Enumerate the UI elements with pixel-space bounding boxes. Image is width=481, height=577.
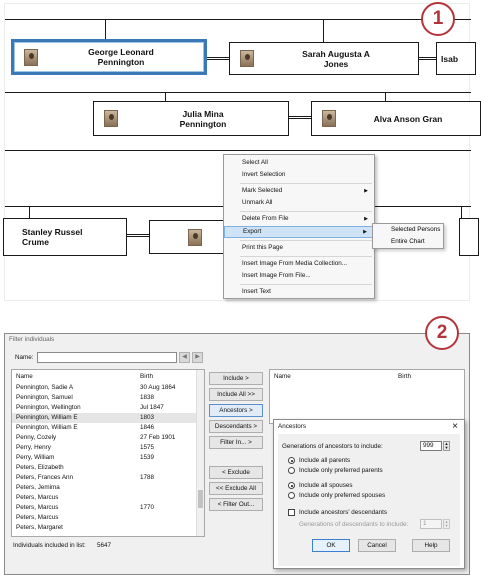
individual-name: Pennington, William E [16,414,78,421]
person-photo [188,229,202,246]
menu-item-invert-selection[interactable]: Invert Selection [242,171,286,178]
list-item[interactable] [12,473,204,483]
spouse-connector [205,57,229,60]
ok-button[interactable]: OK [312,539,350,552]
connector [323,19,324,42]
person-photo [240,50,254,67]
spouse-connector [418,57,436,60]
include-button[interactable]: Include > [209,372,263,385]
window-title: Filter individuals [9,336,55,343]
list-item[interactable] [12,503,204,513]
list-item[interactable] [12,523,204,533]
person-card-partial[interactable] [459,218,479,256]
connector [461,206,462,218]
menu-item-label: Export [243,228,262,235]
menu-item-label: Delete From File [242,215,289,222]
include-all-spouses-radio[interactable] [288,482,295,489]
generation-line [5,19,471,20]
connector [385,92,386,101]
column-header-name[interactable]: Name [16,373,33,380]
submenu-item-entire-chart[interactable]: Entire Chart [391,238,425,245]
menu-separator [240,183,372,184]
individual-name: Peters, Marcus [16,514,59,521]
generation-line [5,150,471,151]
radio-label: Include only preferred spouses [299,492,386,499]
individual-birth: 1838 [140,394,155,401]
individual-birth: 1575 [140,444,155,451]
include-preferred-spouses-radio[interactable] [288,492,295,499]
individual-birth: 27 Feb 1901 [140,434,176,441]
step-badge: 1 [421,2,455,36]
status-label: Individuals included in list: [13,542,86,549]
family-chart-panel [4,3,470,301]
cancel-button[interactable]: Cancel [358,539,396,552]
submenu-item-selected-persons[interactable]: Selected Persons [391,226,441,233]
person-name: Alva Anson Gran [373,113,443,124]
menu-separator [240,284,372,285]
list-item[interactable] [12,393,204,403]
connector [165,92,166,101]
include-all-parents-radio[interactable] [288,457,295,464]
individual-birth: 1803 [140,414,155,421]
included-list[interactable] [269,369,465,424]
generations-input[interactable]: 999 [420,441,442,451]
list-item[interactable] [12,433,204,443]
individual-birth: 1846 [140,424,155,431]
list-item[interactable] [12,463,204,473]
person-card-sarah[interactable] [229,42,419,75]
individual-name: Peters, Jemima [16,484,60,491]
person-card-george[interactable] [11,39,207,75]
step-badge: 2 [425,316,459,350]
spouse-connector [287,116,311,119]
list-item[interactable] [12,453,204,463]
help-button[interactable]: Help [412,539,450,552]
menu-separator [240,211,372,212]
list-item[interactable] [12,443,204,453]
menu-item-unmark-all[interactable]: Unmark All [242,199,273,206]
individuals-list[interactable] [11,369,205,537]
menu-item-insert-text[interactable]: Insert Text [242,288,271,295]
column-header-name[interactable]: Name [274,373,291,380]
name-search-input[interactable] [37,352,177,363]
list-item[interactable] [12,383,204,393]
individual-name: Penny, Cozely [16,434,57,441]
individual-birth: 1788 [140,474,155,481]
menu-item-export[interactable] [224,226,374,238]
filter-out-button[interactable]: < Filter Out... [209,498,263,511]
individual-name: Perry, Henry [16,444,51,451]
export-submenu [372,223,444,249]
include-all-button[interactable]: Include All >> [209,388,263,401]
filter-in-button[interactable]: Filter In... > [209,436,263,449]
person-card-stanley[interactable] [3,218,127,256]
generation-line [5,92,471,93]
individual-birth: 1539 [140,454,155,461]
spinner-icon[interactable]: ▲ ▼ [444,441,449,450]
prev-arrow-icon[interactable]: ◀ [179,352,190,363]
person-name: Isab [441,53,459,64]
person-name: Julia Mina Pennington [179,108,227,129]
list-item[interactable] [12,493,204,503]
individual-birth: Jul 1847 [140,404,164,411]
spinner-icon[interactable]: ▲ ▼ [444,519,449,528]
name-label: Name: [15,354,34,361]
submenu-arrow-icon: ▶ [364,216,368,222]
connector [105,19,106,39]
close-icon[interactable]: × [452,421,458,432]
list-item[interactable] [12,423,204,433]
list-item[interactable] [12,513,204,523]
connector [29,206,30,218]
status-count: 5647 [97,542,112,549]
menu-item-insert-image-file[interactable]: Insert Image From File... [242,272,311,279]
menu-item-delete-from-file[interactable] [224,213,374,225]
list-item[interactable] [12,403,204,413]
ancestors-dialog [273,419,465,569]
menu-separator [240,256,372,257]
individual-name: Pennington, Sadie A [16,384,74,391]
person-photo [24,49,38,66]
person-name: George Leonard Pennington [88,47,154,67]
individual-name: Peters, Marcus [16,494,59,501]
individual-name: Peters, Marcus [16,504,59,511]
descendants-button[interactable]: Descendants > [209,420,263,433]
spouse-connector [125,234,151,237]
include-descendants-checkbox[interactable] [288,509,295,516]
individual-name: Pennington, William E [16,424,78,431]
person-photo [104,110,118,127]
checkbox-label: Include ancestors' descendants [299,509,388,516]
person-card-alva[interactable] [311,101,481,136]
individual-name: Pennington, Samuel [16,394,73,401]
menu-separator [240,240,372,241]
exclude-all-button[interactable]: << Exclude All [209,482,263,495]
individual-name: Peters, Margaret [16,524,63,531]
menu-item-print-page[interactable]: Print this Page [242,244,283,251]
column-header-birth[interactable]: Birth [140,373,153,380]
descendant-generations-input[interactable]: 1 [420,519,442,529]
menu-item-select-all[interactable]: Select All [242,159,268,166]
exclude-button[interactable]: < Exclude [209,466,263,479]
person-name: Stanley Russel Crume [22,227,83,247]
submenu-arrow-icon: ▶ [363,229,367,235]
list-item[interactable] [12,413,204,423]
individual-birth: 1770 [140,504,155,511]
list-item[interactable] [12,483,204,493]
ancestors-button[interactable]: Ancestors > [209,404,263,417]
radio-label: Include only preferred parents [299,467,383,474]
individual-name: Perry, William [16,454,55,461]
individual-name: Peters, Frances Ann [16,474,74,481]
menu-item-label: Mark Selected [242,187,283,194]
individual-birth: 30 Aug 1864 [140,384,176,391]
list-header [12,372,204,382]
context-menu [223,154,375,299]
filter-individuals-window [4,322,470,575]
list-scrollbar[interactable] [196,370,204,536]
dialog-title: Ancestors [278,423,306,430]
radio-label: Include all parents [299,457,351,464]
next-arrow-icon[interactable]: ▶ [192,352,203,363]
descendant-generations-label: Generations of descendants to include: [299,521,409,528]
menu-item-mark-selected[interactable] [224,185,374,197]
radio-label: Include all spouses [299,482,353,489]
scrollbar-thumb[interactable] [198,490,203,508]
menu-item-insert-image-media[interactable]: Insert Image From Media Collection... [242,260,347,267]
generations-label: Generations of ancestors to include: [282,443,383,450]
person-photo [322,110,336,127]
submenu-arrow-icon: ▶ [364,188,368,194]
include-preferred-parents-radio[interactable] [288,467,295,474]
list-header [270,372,464,382]
individual-name: Peters, Elizabeth [16,464,64,471]
person-card-isab[interactable] [436,42,476,75]
person-card-spouse[interactable] [149,220,229,254]
column-header-birth[interactable]: Birth [398,373,411,380]
individual-name: Pennington, Wellington [16,404,81,411]
person-name: Sarah Augusta A Jones [302,48,370,69]
person-card-julia[interactable] [93,101,289,136]
